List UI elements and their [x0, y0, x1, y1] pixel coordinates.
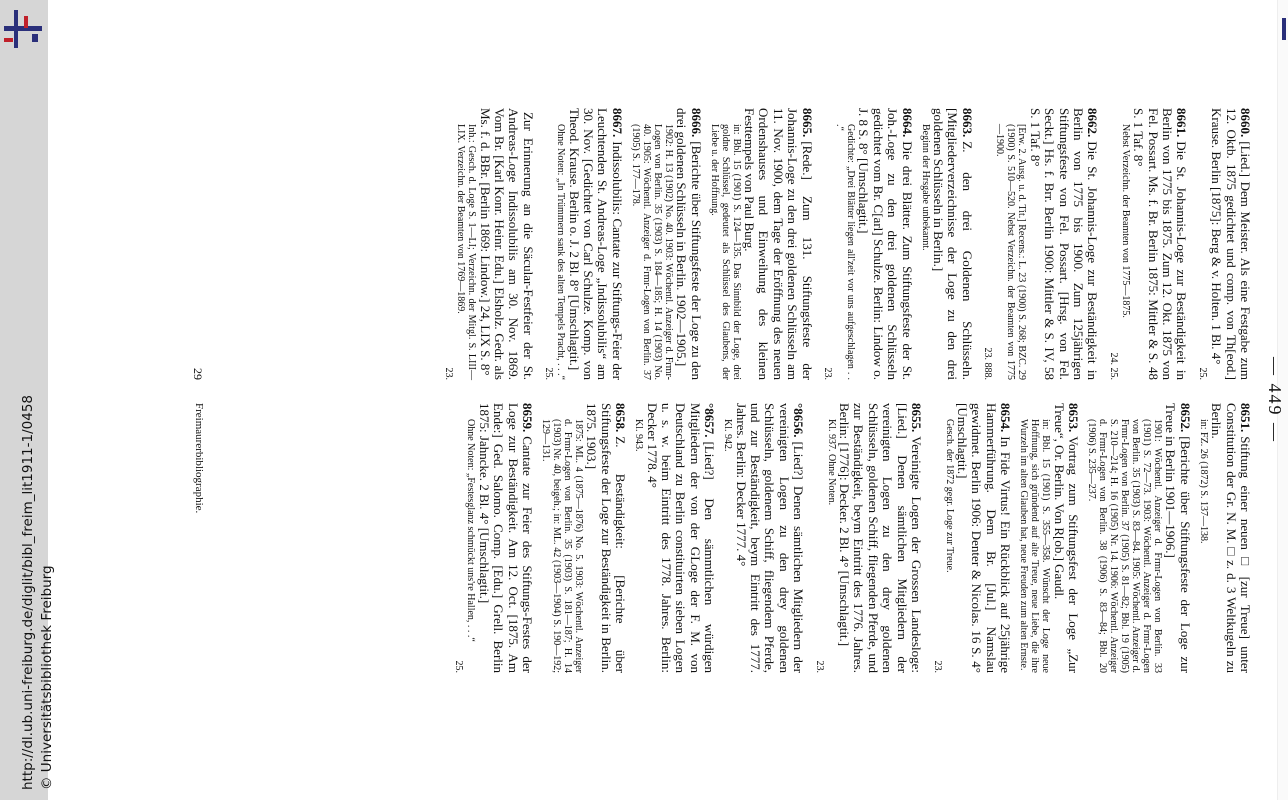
bibliography-entry [1194, 108, 1252, 380]
scanned-page [175, 0, 1285, 800]
credit-holder: © Universitätsbibliothek Freiburg [39, 565, 55, 790]
entry-text: [Berichte über Stiftungsfeste der Loge zur Treue in Berlin 1901—1906.] [1163, 403, 1193, 673]
entry-note: 1901: Wöchentl. Anzeiger d. Frmr-Logen von Berlin. 33 (1901) S. 72—73. 1903: Wöchentl. Anzeiger d. Frmr-Logen von Berlin. 35 (1903) S. 83—84. 1905: Wöchentl. Anzeiger d. Frmr-Logen von Berlin. 37 (1905) S. 81—82; Bbl. 19 (1905) S. 210—214; H. 16 (1905) Nr. 14. 1906: Wöchentl. Anzeiger d. Frmr-Logen von Berlin. 38 (1906) S. 83—84; Bbl. 20 (1906) S. 235—237. [1085, 419, 1163, 673]
bibliography-entry [929, 403, 1012, 673]
entry-note: Ohne Noten: „In Trümmern sank des alten Tempels Pracht, . . .“ [555, 124, 567, 381]
entry-note: Nebst Verzeichn. der Beamten von 1775—1875. [1119, 124, 1131, 318]
entry-number: 8652. [1177, 403, 1193, 433]
entry-note: in: Bbl. 15 (1901) S. 355—358. Wünscht der Loge neue Hoffnung, sich gründend auf alte Treue, neue Liebe, die ihre Wurzeln im alten Glauben hat, neue Freuden zum alten Ernste. [1018, 419, 1052, 673]
bibliography-entry [820, 108, 914, 380]
entry-text: Vereinigte Logen der Grossen Landesloge: [Lied.] Denen sämtlichen Mitgliedern der vereinigten Logen zu den drey goldenen Schlüsseln, goldenen Schiff, fliegenden Pferde, und zur Beständigkeit, beym Eintritt des 1776. Jahres. Berlin: [1776]: Decker. 2 Bl. 4° [Umschlagtit.] [837, 403, 925, 673]
entry-signature: 25. [453, 660, 465, 673]
entry-number: 8654. [998, 403, 1014, 433]
entry-signature: 25. [543, 367, 555, 380]
bibliography-entry [1198, 403, 1252, 673]
entry-text: [Berichte über Stiftungsfeste der Loge zu den drei goldenen Schlüsseln in Berlin. 1902—1905.] [674, 108, 704, 380]
rotated-page-content [175, 0, 1285, 800]
entry-text: Vortrag zum Stiftungsfest der Loge „Zur Treue“, Or. Berlin. Von R[ob.] Gaudl. [1051, 403, 1081, 673]
entry-number: 8660. [1238, 108, 1253, 138]
entry-note: [Erw. 2. Ausg. u. d. Tit.] Recens.: L. 23 (1900) S. 268; BZC. 29 (1900) S. 510—520. Nebst Verzeichn. der Beamten von 1775—1900. [994, 124, 1028, 380]
entry-note: 1902: H. 13 (1902) No. 40. 1903: Wöchentl. Anzeiger d. Frmr-Logen von Berlin. 35 (1903) S. 184—185; H. 14 (1903) No. 40. 1905: Wöchentl. Anzeiger d. Frmr-Logen von Berlin. 37 (1905) S. 177—178. [629, 124, 674, 380]
entry-note: Gedichte: „Drei Blätter liegen all'zeit vor uns aufgeschlagen . . .“ [834, 124, 857, 380]
entry-number: 8663. [959, 108, 975, 138]
bibliography-entry [540, 403, 627, 673]
entry-note: 1875: ML. 4 (1875—1876) No. 5. 1903: Wöchentl. Anzeiger d. Frmr-Logen von Berlin. 35 (1903) S. 181—187; H. 14 (1903) Nr. 40, beigeh.; in: ML. 42 (1903—1904) S. 190—192; 129—131. [540, 419, 584, 673]
bibliography-entry [1018, 403, 1080, 673]
entry-number: 8651. [1238, 403, 1253, 433]
right-text-column [435, 108, 1252, 380]
entry-note: Inh.: Gesch. d. Loge S. 1—LI; Verzeichn. der Mitgl. S. LIII—LIX. Verzeichn. der Beamten von 1769—1869. [455, 124, 478, 380]
page-number: — 449 — [1265, 357, 1285, 443]
entry-text: Cantate zur Feier des Stiftungs-Festes der Loge zur Beständigkeit. Am 12. Oct. [1875. Am Ende:] Ged. Salomo. Comp. [Edu.] Grell. Berlin 1875: Jahncke. 2 Bl. 4° [Umschlagtit.] [476, 403, 535, 673]
bibliography-entry [1086, 403, 1192, 673]
credit-text [20, 395, 58, 790]
entry-note: Kl. 942. [722, 419, 734, 452]
entry-note: Kl. 943. [633, 419, 645, 452]
entry-signature: 25. [1196, 367, 1208, 380]
entry-number: 8664. [899, 108, 915, 138]
entry-text: [Lied.] Dem Meister. Als eine Festgabe zum 12. Oktb. 1875 gedichtet und comp. von Th[eod.] Krause. Berlin [1875]: Berg & v. Holten. 1 Bl. 4° [1209, 108, 1253, 380]
entry-text: Die drei Blätter. Zum Stiftungsfeste der St. Joh.-Loge zu den drei goldenen Schlüsseln gedichtet vom Br. C[arl] Schulze. Berlin: Lindow o. J. 8 S. 8° [Umschlagtit.] [856, 108, 915, 380]
entry-note: Kl. 937. Ohne Noten. [825, 419, 837, 506]
entry-number: °8656. [791, 403, 807, 438]
entry-signature: 24. 25. [1107, 352, 1119, 380]
entry-signature: 23. [443, 367, 455, 380]
bibliography-entry [722, 403, 805, 673]
entry-text: [Rede.] Zum 131. Stiftungsfeste der Johannis-Loge zu den drei goldenen Schlüsseln am 11. Nov. 1900, dem Tage der Eröffnung des neuen Ordenshauses und Einweihung des kleinen Festtempels von Paul Burg. [742, 108, 815, 380]
entry-signature: 23. [822, 367, 834, 380]
entry-text: [Lied?] Denen sämtlichen Mitgliedern der vereinigten Logen zu den drey goldenen Schlüsseln, goldenem Schiff, fliegendem Pferde, und zur Beständigkeit, beym Eintritt des 1777. Jahres. Berlin: Decker 1777. 4° [733, 403, 807, 673]
entry-number: 8653. [1065, 403, 1081, 433]
entry-number: 8665. [799, 108, 815, 138]
bibliography-entry [441, 108, 535, 380]
entry-signature: 23. [931, 660, 943, 673]
bibliography-entry [541, 108, 624, 380]
bibliography-entry [980, 108, 1099, 380]
entry-text: Die St. Johannis-Loge zur Beständigkeit in Berlin von 1775 bis 1900. Zum 125jährigen Stiftungsfeste von Fel. Possart. [Hrsg. von Fel. Seckt.] Hs. f. Brr. Berlin 1900: Mittler & S. IV, 58 S. 1 Taf. 8° [1027, 108, 1101, 380]
bibliography-entry [709, 108, 814, 380]
entry-text: Indissolubilis: Cantate zur Stiftungs-Feier der Leuchtenden St. Andreas-Loge „Indissolubilis“ am 30. Nov. [Gedichtet von Carl Schulze. Komp. von Theod. Krause. Berlin o. J. 2 Bl. 8° [Umschlagtit.] [566, 108, 625, 380]
entry-text: [Lied?] Den sämmtlichen würdigen Mitgliedern der von der GLoge der F. M. von Deutschland zu Berlin constituirten sieben Logen u. s. w. beim Eintritt des 1778. Jahres. Berlin: Decker 1778. 4° [644, 403, 718, 673]
bibliography-entry [1105, 108, 1188, 380]
university-logo-icon [4, 8, 42, 50]
entry-number: 8658. [613, 403, 629, 433]
entry-text: In Fide Virtus! Ein Rückblick auf 25jährige Hammerführung. Dem Br. [Jul.] Namslau gewidmet. Berlin 1906: Denter & Nicolas. 16 S. 4° [Umschlagtit.] [954, 403, 1014, 673]
left-text-column [445, 403, 1252, 673]
entry-note: Ohne Noten: „Festesglanz schmückt uns're Hallen, . . .“ [465, 419, 477, 642]
entry-note: Gesch. der 1872 gegr. Loge zur Treue. [943, 419, 955, 573]
page-footer-title: Freimaurerbibliographie. [193, 403, 205, 514]
entry-number: 8655. [909, 403, 925, 433]
bibliography-entry [920, 108, 974, 380]
page-footer-signature: 29 [191, 368, 205, 380]
entry-text: Z. Beständigkeit: [Berichte über Stiftungsfeste der Loge zur Beständigkeit in Berlin. 1875. 1903.] [584, 403, 629, 673]
entry-number: 8667. [609, 108, 625, 138]
bibliography-entry [811, 403, 923, 673]
entry-note: in: Bbl. 15 (1901) S. 124—135. Das Sinnbild der Loge, drei goldne Schlüssel, gedeutet als Schlüssel des Glaubens, der Liebe u. der Hoffnung. [708, 124, 742, 380]
entry-note: Beginn der Hrsgabe unbekannt. [919, 124, 931, 251]
entry-text: Stiftung einer neuen □ [zur Treue] unter Constitution der Gr. N. M. □ z. d. 3 Weltkugeln zu Berlin. [1209, 403, 1253, 673]
entry-text: Z. den drei Goldenen Schlüsseln. [Mitgliederverzeichnisse der Loge zu den drei goldenen Schlüsseln in Berlin.] [931, 108, 975, 380]
entry-text: Die St. Johannis-Loge zur Beständigkeit in Berlin von 1775 bis 1875. Zum 12. Okt. 1875 von Fel. Possart. Ms. f. Br. Berlin 1875: Mittler & S. 48 S. 1 Taf. 8° [1131, 108, 1190, 380]
bibliography-entry [630, 108, 703, 380]
entry-note: in: FZ. 26 (1872) S. 137—138. [1197, 419, 1209, 544]
entry-number: 8666. [688, 108, 704, 138]
entry-signature: 23. [813, 660, 825, 673]
credit-url[interactable]: http://dl.ub.uni-freiburg.de/diglit/bibl_freim_lit1911-1/0458 [20, 394, 36, 790]
entry-number: °8657. [702, 403, 718, 438]
entry-number: 8659. [520, 403, 535, 433]
entry-number: 8661. [1174, 108, 1190, 138]
bibliography-entry [451, 403, 534, 673]
viewer-sidebar [0, 0, 55, 800]
bibliography-entry [633, 403, 716, 673]
entry-signature: 23. 888. [982, 347, 994, 380]
entry-text: Zur Erinnerung an die Säcular-Festfeier der St. Andreas-Loge Indissolubilis am 30. Nov. 1869. Vom Br. [Karl Konr. Heinr. Edu.] Elsholz. Gedr. als Ms. f. d. BBr. [Berlin 1869: Lindow.] 24, LIX S. 8° [477, 108, 536, 380]
entry-number: 8662. [1085, 108, 1101, 138]
